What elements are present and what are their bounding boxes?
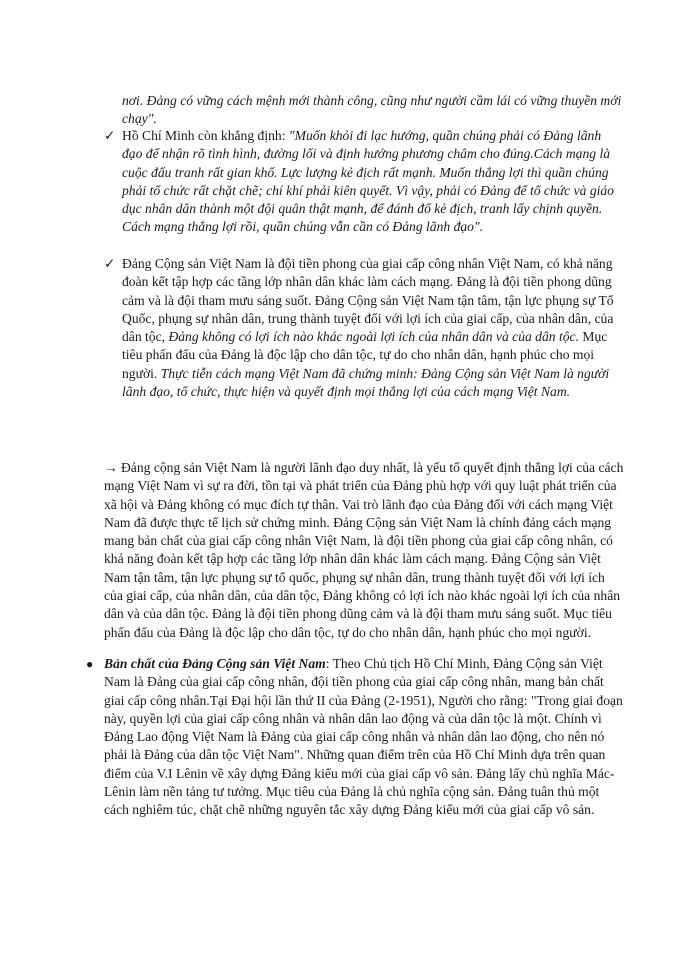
conclusion-paragraph (104, 459, 624, 642)
conclusion-text: Đảng cộng sản Việt Nam là người lãnh đạo duy nhất, là yếu tố quyết định thắng lợi của cách mạng Việt Nam vì sự ra đời, tồn tại và phát triển của Đảng phù hợp với quy luật phát triển của xã hội và Đảng không có mục đích tự thân. Vai trò lãnh đạo của Đảng đối với cách mạng Việt Nam đã được thực tế lịch sử chứng minh. Đảng Cộng sản Việt Nam là chính đảng cách mạng mang bản chất của giai cấp công nhân Việt Nam, là đội tiền phong của giai cấp công nhân, có khả năng đoàn kết tập hợp các tầng lớp nhân dân khác làm cách mạng. Đảng Cộng sản Việt Nam tận tâm, tận lực phụng sự tổ quốc, phụng sự nhân dân, trung thành tuyệt đối với lợi ích của giai cấp, của nhân dân, của dân tộc, Đảng không có lợi ích nào khác ngoài lợi ích của nhân dân và của dân tộc. Đảng là đội tiền phong dũng cảm và là đội tham mưu sáng suốt. Mục tiêu phấn đấu của Đảng là độc lập cho dân tộc, tự do cho nhân dân, hạnh phúc cho mọi người. (104, 460, 624, 640)
nature-section-body: : Theo Chủ tịch Hồ Chí Minh, Đảng Cộng sản Việt Nam là Đảng của giai cấp công nhân, đội tiền phong của giai cấp công nhân, mang bản chất giai cấp công nhân.Tại Đại hội lần thứ II của Đảng (2-1951), Người cho rằng: "Trong giai đoạn này, quyền lợi của giai cấp công nhân và nhân dân lao động và của dân tộc là một. Chính vì Đảng Lao động Việt Nam là Đảng của giai cấp công nhân và nhân dân lao động, cho nên nó phải là Đảng của dân tộc Việt Nam". Những quan điểm trên của Hồ Chí Minh dựa trên quan điểm của V.I Lênin về xây dựng Đảng kiểu mới của giai cấp vô sản. Đảng lấy chủ nghĩa Mác-Lênin làm nền tảng tư tưởng. Mục tiêu của Đảng là chủ nghĩa cộng sản. Đảng tuân thủ một cách nghiêm túc, chặt chẽ những nguyên tắc xây dựng Đảng kiểu mới của giai cấp vô sản. (104, 656, 623, 818)
check-item-affirmation (104, 127, 624, 237)
checkmark-icon: ✓ (104, 128, 116, 143)
bullet-icon: ● (86, 657, 94, 671)
check-item-body-2: Mục tiêu phấn đấu của Đảng là độc lập cho dân tộc, tự do cho nhân dân, hạnh phúc cho mọi người. (122, 329, 608, 381)
check-item-vanguard (104, 255, 624, 401)
check-item-italic-1: Đảng không có lợi ích nào khác ngoài lợi ích của nhân dân và của dân tộc. (168, 329, 579, 345)
check-item-text (122, 255, 624, 401)
check-item-italic-2: Thực tiễn cách mạng Việt Nam đã chứng minh: Đảng Cộng sản Việt Nam là người lãnh đạo, tổ chức, thực hiện và quyết định mọi thắng lợi của cách mạng Việt Nam. (122, 365, 610, 400)
check-item-lead: Hồ Chí Minh còn khẳng định: (122, 128, 289, 143)
quote-continuation (122, 92, 622, 129)
check-item-text (122, 127, 624, 237)
nature-section (86, 655, 626, 820)
quote-continuation-text: nơi. Đảng có vững cách mệnh mới thành công, cũng như người cầm lái có vững thuyền mới chạy". (122, 93, 622, 127)
nature-section-heading: Bản chất của Đảng Cộng sản Việt Nam (104, 656, 326, 671)
check-item-body-1: Đảng Cộng sản Việt Nam là đội tiền phong của giai cấp công nhân Việt Nam, có khả năng đoàn kết tập hợp các tầng lớp nhân dân khác làm cách mạng. Đảng là đội tiền phong dũng cảm và là đội tham mưu sáng suốt. Đảng Cộng sản Việt Nam tận tâm, tận lực phụng sự Tổ Quốc, phụng sự nhân dân, trung thành tuyệt đối với lợi ích của giai cấp, của nhân dân, của dân tộc, (122, 256, 614, 345)
checkmark-icon: ✓ (104, 256, 116, 271)
nature-section-text (104, 655, 626, 820)
check-item-quote: "Muốn khỏi đi lạc hướng, quần chúng phải có Đảng lãnh đạo để nhận rõ tình hình, đường lối và định hướng phương châm cho đúng.Cách mạng là cuộc đấu tranh rất gian khổ. Lực lượng kẻ địch rất mạnh. Muốn thắng lợi thì quần chúng phải tổ chức rất chặt chẽ; chí khí phải kiên quyết. Vì vậy, phải có Đảng để tổ chức và giáo dục nhân dân thành một đội quân thật mạnh, để đánh đổ kẻ địch, tranh lấy chịnh quyền. Cách mạng thắng lợi rồi, quần chúng vẫn cần có Đảng lãnh đạo". (122, 128, 614, 235)
arrow-icon: → (104, 460, 118, 475)
